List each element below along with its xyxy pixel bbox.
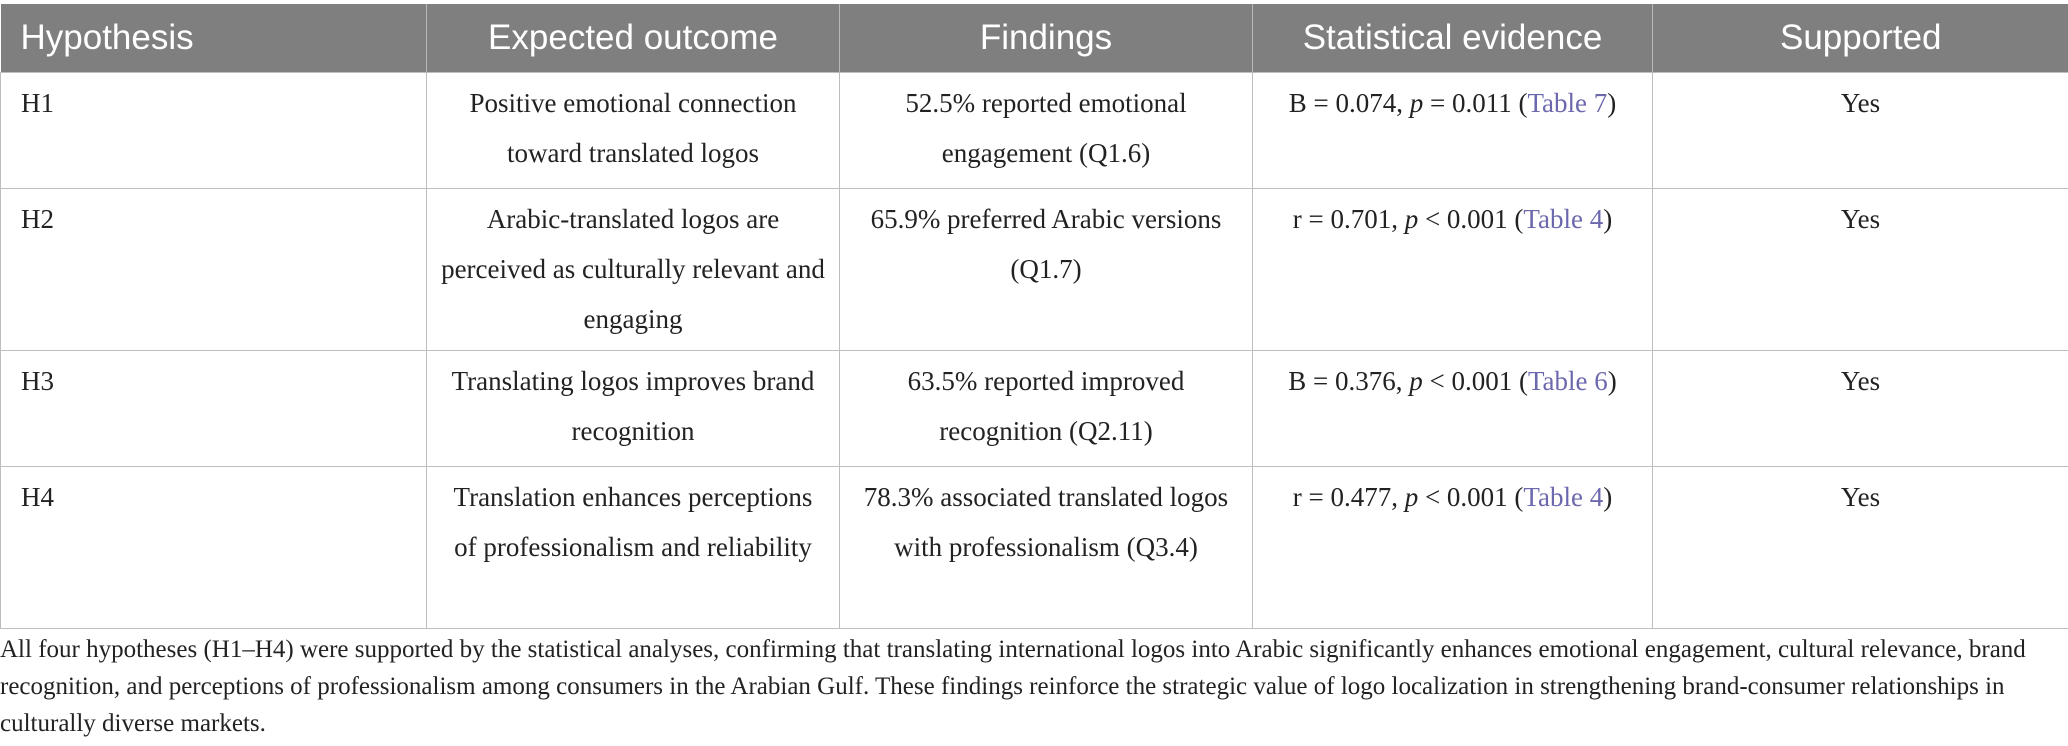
header-expected-outcome: Expected outcome <box>427 4 840 73</box>
table-reference-link[interactable]: Table 4 <box>1523 204 1604 234</box>
stat-value: = 0.011 ( <box>1423 88 1528 118</box>
stat-prefix: B = 0.074, <box>1288 88 1410 118</box>
stat-prefix: r = 0.701, <box>1292 204 1405 234</box>
cell-findings: 78.3% associated translated logos with professionalism (Q3.4) <box>840 467 1253 629</box>
cell-expected-outcome: Translation enhances perceptions of professionalism and reliability <box>427 467 840 629</box>
stat-value: < 0.001 ( <box>1422 366 1528 396</box>
stat-close: ) <box>1607 366 1617 396</box>
cell-statistical-evidence <box>1253 351 1653 467</box>
table-row <box>1 351 2068 467</box>
stat-p-symbol: p <box>1409 88 1424 118</box>
cell-supported: Yes <box>1653 467 2068 629</box>
table-row <box>1 467 2068 629</box>
header-supported: Supported <box>1653 4 2068 73</box>
table-reference-link[interactable]: Table 7 <box>1527 88 1608 118</box>
cell-hypothesis: H2 <box>1 189 427 351</box>
stat-value: < 0.001 ( <box>1418 482 1524 512</box>
cell-supported: Yes <box>1653 73 2068 189</box>
stat-prefix: B = 0.376, <box>1288 366 1410 396</box>
cell-supported: Yes <box>1653 351 2068 467</box>
table-header <box>1 4 2068 73</box>
header-row <box>1 4 2068 73</box>
header-statistical-evidence: Statistical evidence <box>1253 4 1653 73</box>
stat-close: ) <box>1603 204 1613 234</box>
header-findings: Findings <box>840 4 1253 73</box>
cell-supported: Yes <box>1653 189 2068 351</box>
header-hypothesis: Hypothesis <box>1 4 427 73</box>
stat-close: ) <box>1607 88 1617 118</box>
cell-findings: 65.9% preferred Arabic versions (Q1.7) <box>840 189 1253 351</box>
cell-expected-outcome: Translating logos improves brand recognition <box>427 351 840 467</box>
table-row <box>1 73 2068 189</box>
table-reference-link[interactable]: Table 4 <box>1523 482 1604 512</box>
cell-statistical-evidence <box>1253 467 1653 629</box>
table-footnote: All four hypotheses (H1–H4) were supported by the statistical analyses, confirming that translating international logos into Arabic significantly enhances emotional engagement, cultural relevance, brand recognition, and perceptions of professionalism among consumers in the Arabian Gulf. These findings reinforce the strategic value of logo localization in strengthening brand-consumer relationships in culturally diverse markets. <box>0 636 2026 737</box>
table-body <box>1 73 2068 629</box>
stat-prefix: r = 0.477, <box>1292 482 1405 512</box>
cell-statistical-evidence <box>1253 189 1653 351</box>
table-reference-link[interactable]: Table 6 <box>1527 366 1608 396</box>
table-row <box>1 189 2068 351</box>
cell-expected-outcome: Arabic-translated logos are perceived as culturally relevant and engaging <box>427 189 840 351</box>
stat-p-symbol: p <box>1409 366 1423 396</box>
stat-p-symbol: p <box>1404 482 1419 512</box>
hypotheses-table-container <box>0 4 2068 629</box>
stat-close: ) <box>1603 482 1613 512</box>
cell-findings: 63.5% reported improved recognition (Q2.11) <box>840 351 1253 467</box>
cell-statistical-evidence <box>1253 73 1653 189</box>
cell-expected-outcome: Positive emotional connection toward translated logos <box>427 73 840 189</box>
cell-hypothesis: H3 <box>1 351 427 467</box>
cell-hypothesis: H1 <box>1 73 427 189</box>
cell-findings: 52.5% reported emotional engagement (Q1.6) <box>840 73 1253 189</box>
stat-p-symbol: p <box>1404 204 1419 234</box>
hypotheses-table <box>0 4 2068 629</box>
cell-hypothesis: H4 <box>1 467 427 629</box>
stat-value: < 0.001 ( <box>1418 204 1524 234</box>
